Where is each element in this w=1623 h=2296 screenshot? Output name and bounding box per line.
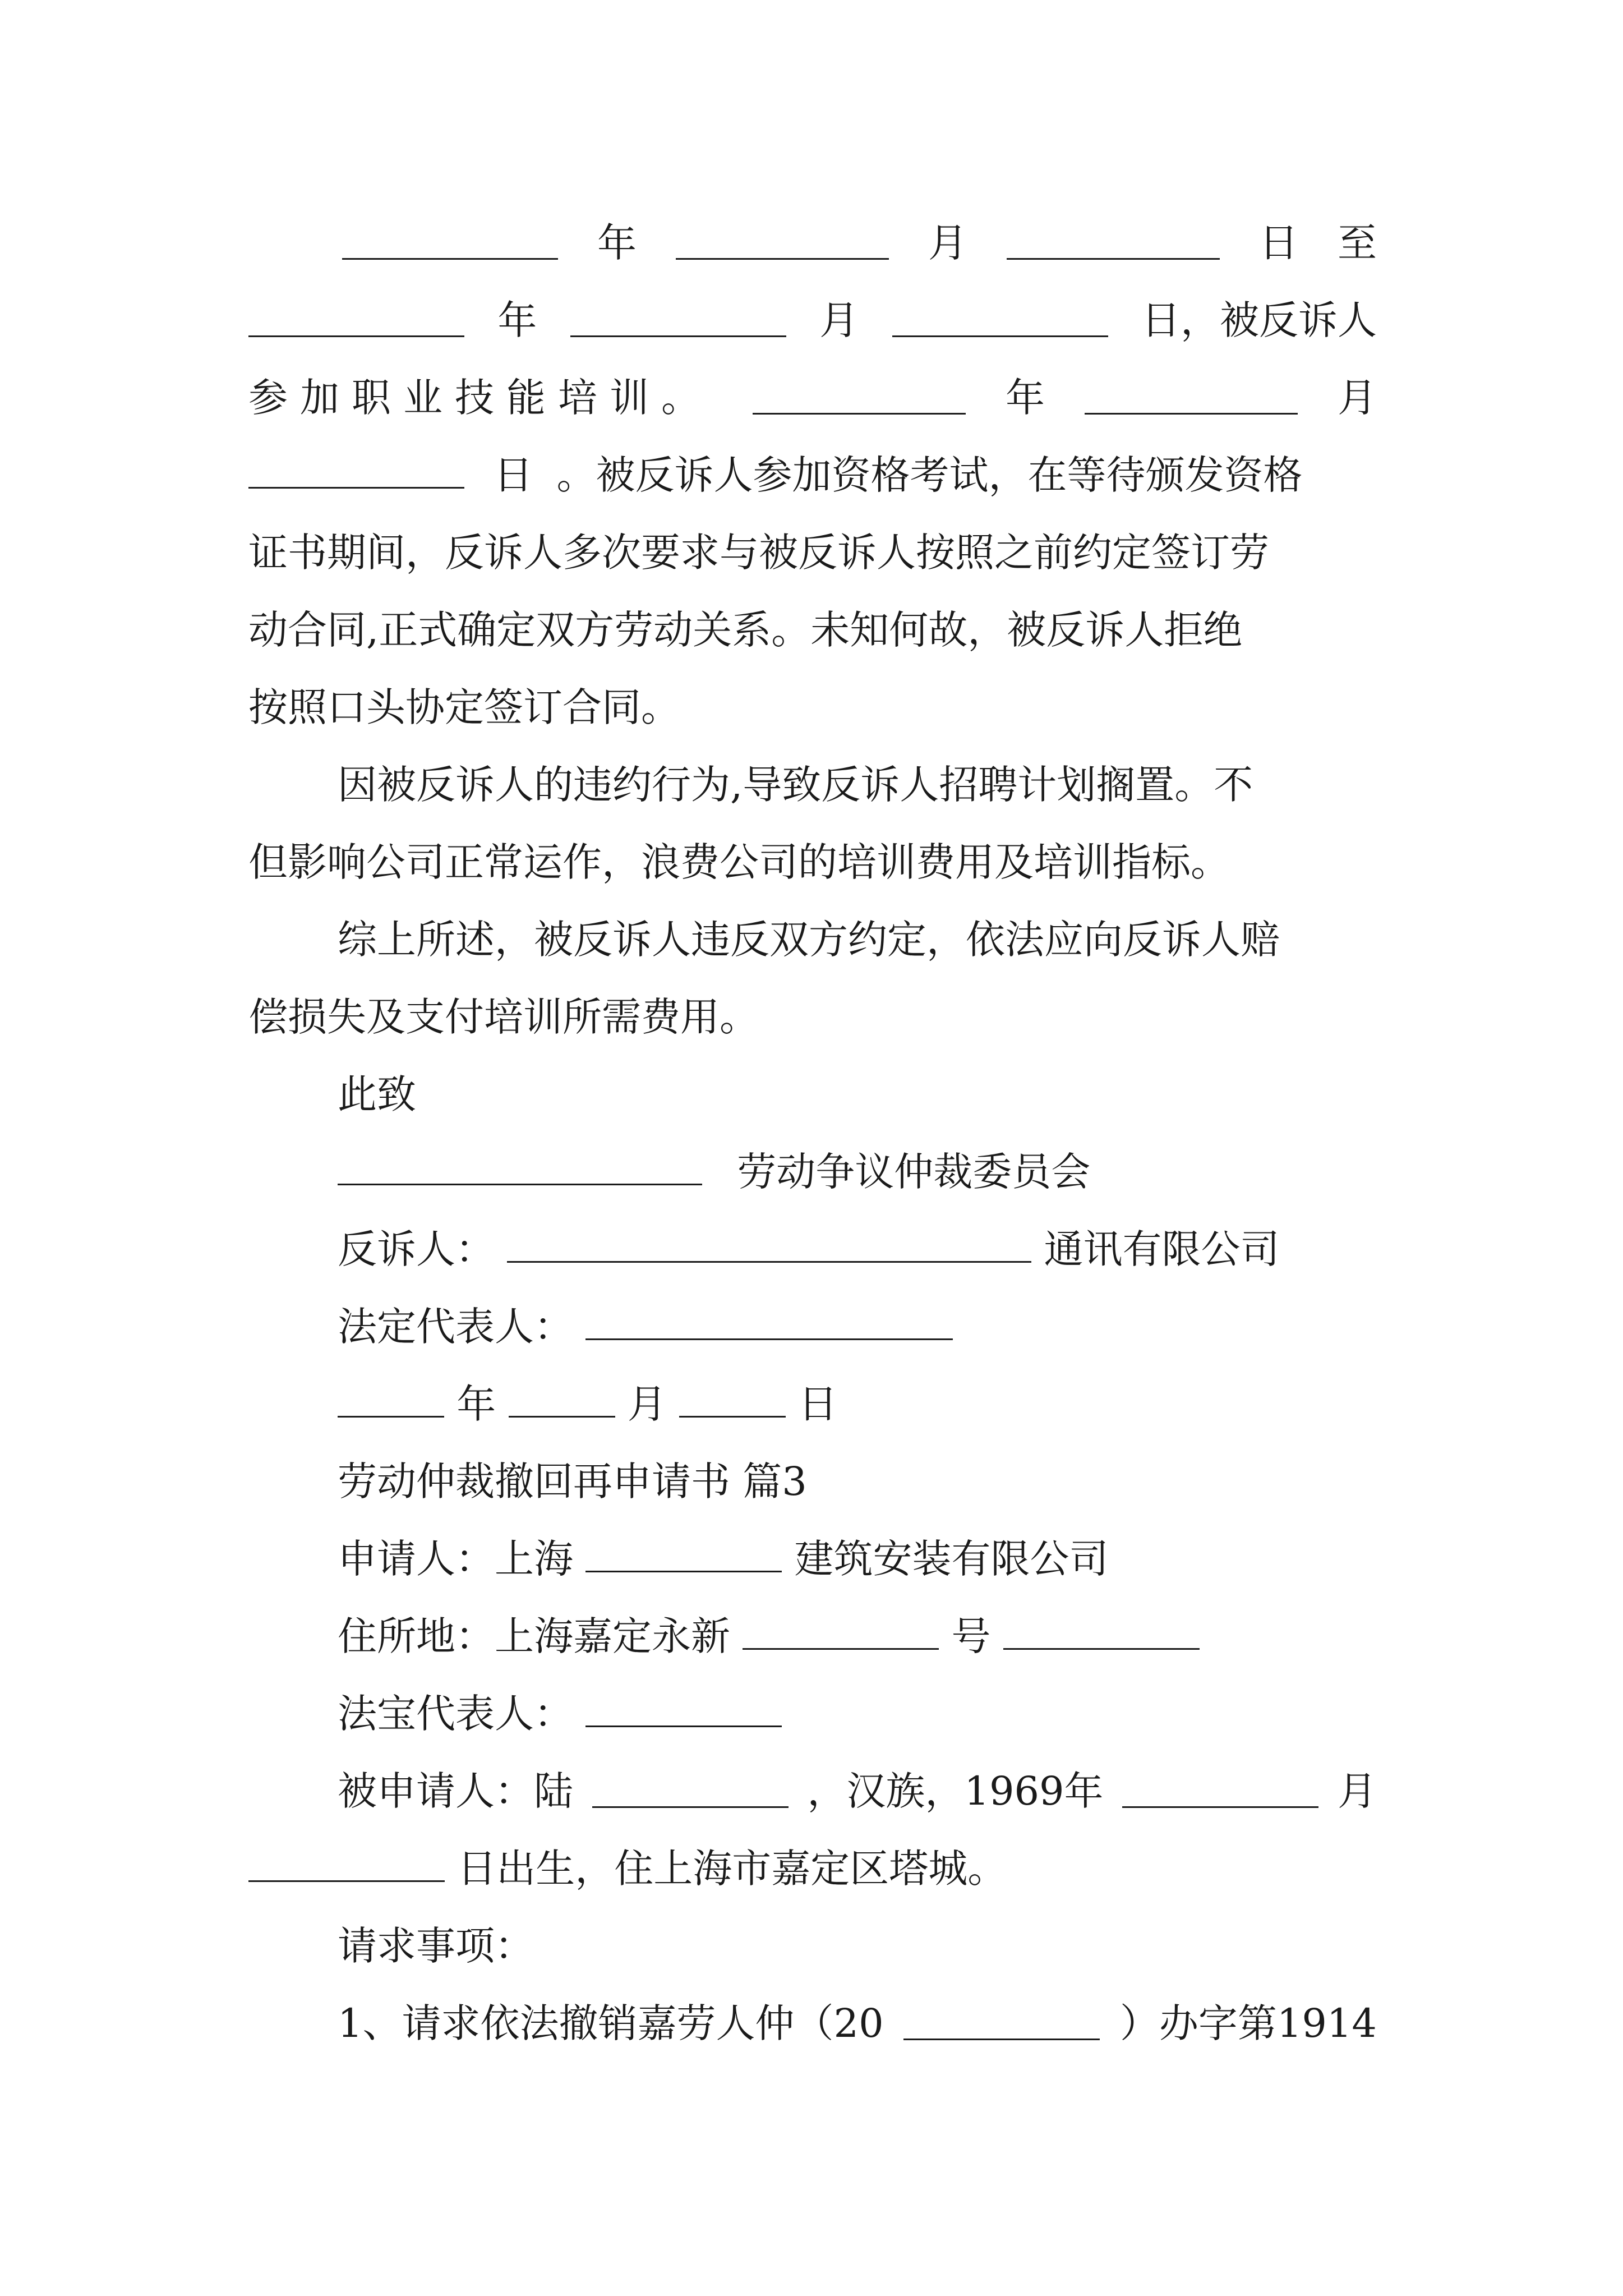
text-segment: 日，被反诉人 xyxy=(1141,297,1377,343)
year-char: 年 xyxy=(497,297,537,343)
legal-rep-line-2 xyxy=(338,1677,1377,1750)
month-blank xyxy=(676,227,889,260)
month-blank xyxy=(1085,381,1298,415)
year-char: 年 xyxy=(457,1381,496,1427)
legal-rep-label: 法宝代表人： xyxy=(338,1691,573,1737)
day-char: 日 xyxy=(1259,220,1298,266)
address-line xyxy=(338,1600,1377,1673)
day-blank xyxy=(892,304,1108,337)
company-suffix: 通讯有限公司 xyxy=(1044,1226,1280,1272)
text-segment: 1、请求依法撤销嘉劳人仲（20 xyxy=(338,2000,884,2046)
day-blank xyxy=(248,455,464,489)
paragraph-line: 证书期间，反诉人多次要求与被反诉人按照之前约定签订劳 xyxy=(248,530,1269,576)
paragraph-line: 综上所述，被反诉人违反双方约定，依法应向反诉人赔 xyxy=(338,917,1280,963)
counter-claimant-line xyxy=(338,1213,1377,1286)
committee-name-blank xyxy=(338,1152,702,1185)
respondent-birth-line xyxy=(248,1832,1377,1905)
paragraph-line: 因被反诉人的违约行为,导致反诉人招聘计划搁置。不 xyxy=(338,762,1253,808)
text-segment: 。被反诉人参加资格考试，在等待颁发资格 xyxy=(556,452,1303,498)
date-range-start-line xyxy=(342,206,1377,279)
claim-item-1 xyxy=(338,1987,1377,2060)
legal-rep-line xyxy=(338,1290,1377,1363)
exam-line xyxy=(248,439,1377,512)
month-char: 月 xyxy=(1338,375,1377,421)
recipient-line xyxy=(338,1135,1377,1208)
counter-claimant-label: 反诉人： xyxy=(338,1226,495,1272)
text-segment: 参加职业技能培训。 xyxy=(248,375,713,421)
day-blank xyxy=(1007,227,1220,260)
day-char: 日 xyxy=(798,1381,838,1427)
text-segment: 日出生，住上海市嘉定区塔城。 xyxy=(457,1846,1007,1892)
applicant-label: 申请人：上海 xyxy=(338,1536,573,1582)
month-char: 月 xyxy=(819,297,859,343)
month-char: 月 xyxy=(627,1381,667,1427)
year-blank xyxy=(903,2007,1100,2040)
day-blank xyxy=(679,1384,786,1418)
year-blank xyxy=(342,227,558,260)
month-char: 月 xyxy=(1337,1768,1377,1814)
text-segment: ，汉族，1969年 xyxy=(807,1768,1104,1814)
address-label: 住所地：上海嘉定永新 xyxy=(338,1613,730,1659)
address-blank xyxy=(743,1617,939,1650)
salutation: 此致 xyxy=(338,1071,416,1117)
year-blank xyxy=(338,1384,444,1418)
to-char: 至 xyxy=(1338,220,1377,266)
committee-label: 劳动争议仲裁委员会 xyxy=(737,1149,1091,1195)
month-char: 月 xyxy=(928,220,967,266)
signature-date-line xyxy=(338,1368,1377,1441)
respondent-name-blank xyxy=(592,1775,789,1808)
respondent-label: 被申请人：陆 xyxy=(338,1768,573,1814)
legal-rep-label: 法定代表人： xyxy=(338,1304,573,1350)
legal-rep-blank xyxy=(585,1694,782,1727)
day-char: 日 xyxy=(494,452,533,498)
applicant-line xyxy=(338,1522,1377,1595)
text-segment: ）办字第1914 xyxy=(1119,2000,1377,2046)
year-char: 年 xyxy=(1006,375,1045,421)
claims-heading: 请求事项： xyxy=(338,1923,534,1969)
number-char: 号 xyxy=(951,1613,991,1659)
day-blank xyxy=(248,1849,445,1882)
legal-rep-blank xyxy=(585,1307,953,1340)
month-blank xyxy=(570,304,786,337)
month-blank xyxy=(509,1384,615,1418)
respondent-line xyxy=(338,1755,1377,1828)
applicant-suffix: 建筑安装有限公司 xyxy=(794,1536,1109,1582)
company-name-blank xyxy=(507,1230,1031,1263)
month-blank xyxy=(1122,1775,1318,1808)
number-blank xyxy=(1003,1617,1200,1650)
year-blank xyxy=(753,381,966,415)
year-blank xyxy=(248,304,464,337)
paragraph-line: 按照口头协定签订合同。 xyxy=(248,684,680,730)
applicant-name-blank xyxy=(585,1539,782,1572)
section-title: 劳动仲裁撤回再申请书 篇3 xyxy=(338,1458,807,1504)
training-line xyxy=(248,361,1377,434)
year-char: 年 xyxy=(597,220,637,266)
paragraph-line: 偿损失及支付培训所需费用。 xyxy=(248,994,759,1040)
paragraph-line: 但影响公司正常运作，浪费公司的培训费用及培训指标。 xyxy=(248,839,1230,885)
date-range-end-line xyxy=(248,284,1377,357)
paragraph-line: 动合同,正式确定双方劳动关系。未知何故，被反诉人拒绝 xyxy=(248,607,1243,653)
